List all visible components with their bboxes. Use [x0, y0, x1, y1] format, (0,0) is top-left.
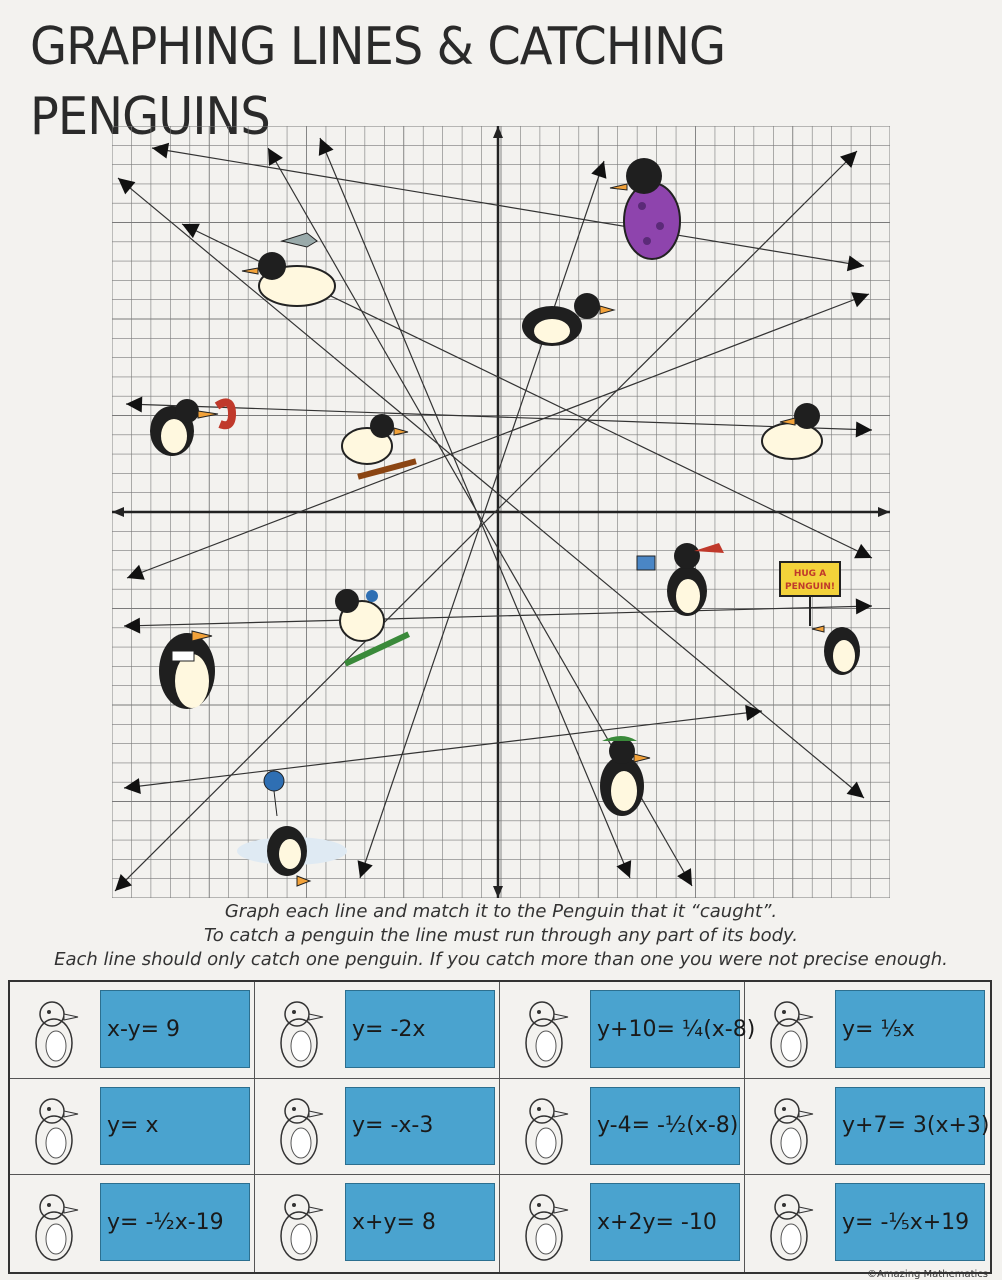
line-arrowhead	[118, 178, 135, 194]
line-arrowhead	[124, 618, 140, 634]
fish-penguin-icon	[242, 233, 335, 306]
x-axis-arrow-right	[878, 507, 890, 517]
equation-box: x+2y= -10	[590, 1183, 740, 1261]
scissors-penguin-icon	[504, 1181, 584, 1265]
line-arrowhead	[268, 148, 283, 166]
answer-table	[8, 980, 992, 1274]
gift-penguin-icon	[637, 543, 724, 616]
copyright: ©Amazing Mathematics	[866, 1269, 988, 1280]
table-cell	[10, 1079, 255, 1176]
coordinate-grid-graph	[112, 126, 890, 898]
equation-box: y= -x-3	[345, 1087, 495, 1165]
table-cell	[500, 982, 756, 1079]
equation-box: y-4= -½(x-8)	[590, 1087, 740, 1165]
sliding-penguin-icon	[762, 403, 822, 459]
table-cell	[500, 1175, 745, 1272]
graphed-line	[320, 138, 630, 878]
table-cell	[255, 1175, 500, 1272]
x-axis-arrow-left	[112, 507, 124, 517]
y-axis-arrow-down	[493, 886, 503, 898]
sign-text-line-2: PENGUIN!	[785, 582, 835, 592]
graphed-line	[152, 148, 864, 266]
equation-box: y= -½x-19	[100, 1183, 250, 1261]
balloon-penguin-icon	[237, 771, 347, 886]
sign-penguin-icon	[780, 562, 860, 675]
gift-penguin-icon	[259, 1181, 339, 1265]
table-cell	[745, 982, 990, 1079]
skiing-penguin-icon	[14, 1085, 94, 1169]
table-cell	[10, 982, 255, 1079]
skating-penguin-icon	[600, 736, 650, 816]
sliding-penguin-icon	[749, 988, 829, 1072]
sledding-penguin-icon	[259, 1085, 339, 1169]
scissors-penguin-icon	[150, 399, 232, 456]
line-arrowhead	[126, 397, 142, 413]
line-arrowhead	[591, 161, 606, 179]
instructions	[0, 900, 1002, 972]
graphed-line	[124, 711, 762, 788]
sign-text-line-1: HUG A	[793, 569, 827, 579]
line-arrowhead	[847, 255, 864, 271]
line-arrowhead	[847, 782, 864, 798]
equation-box: y= -2x	[345, 990, 495, 1068]
equation-box: x-y= 9	[100, 990, 250, 1068]
line-arrowhead	[856, 598, 872, 614]
y-axis-arrow-up	[493, 126, 503, 138]
equation-box: x+y= 8	[345, 1183, 495, 1261]
table-cell	[745, 1175, 990, 1272]
instruction-line-3: Each line should only catch one penguin. If you catch more than one you were not precise enough.	[54, 949, 948, 970]
table-cell	[255, 1079, 500, 1176]
grinning-penguin-icon	[159, 631, 215, 709]
table-cell	[255, 982, 500, 1079]
table-cell	[10, 1175, 255, 1272]
sign-penguin-icon	[504, 988, 584, 1072]
equation-box: y= x	[100, 1087, 250, 1165]
equation-box: y= -⅕x+19	[835, 1183, 985, 1261]
instruction-line-1: Graph each line and match it to the Penguin that it “caught”.	[224, 901, 778, 922]
table-cell	[500, 1079, 745, 1176]
equation-box: y= ⅕x	[835, 990, 985, 1068]
grinning-penguin-icon	[14, 1181, 94, 1265]
line-arrowhead	[358, 860, 373, 878]
equation-box: y+10= ¼(x-8)	[590, 990, 740, 1068]
dress-penguin-icon	[749, 1181, 829, 1265]
dress-penguin-icon	[610, 158, 680, 259]
fish-penguin-icon	[504, 1085, 584, 1169]
skating-penguin-icon	[259, 988, 339, 1072]
sledding-penguin-icon	[342, 414, 417, 480]
equation-box: y+7= 3(x+3)	[835, 1087, 985, 1165]
graphed-line	[115, 151, 857, 891]
instruction-line-2: To catch a penguin the line must run through any part of its body.	[203, 925, 798, 946]
balloon-penguin-icon	[14, 988, 94, 1072]
page-title: GRAPHING LINES & CATCHING PENGUINS	[30, 17, 726, 147]
graphed-line	[360, 161, 604, 878]
line-arrowhead	[124, 778, 141, 794]
snowball-penguin-icon	[749, 1085, 829, 1169]
line-arrowhead	[677, 868, 692, 886]
table-cell	[745, 1079, 990, 1176]
